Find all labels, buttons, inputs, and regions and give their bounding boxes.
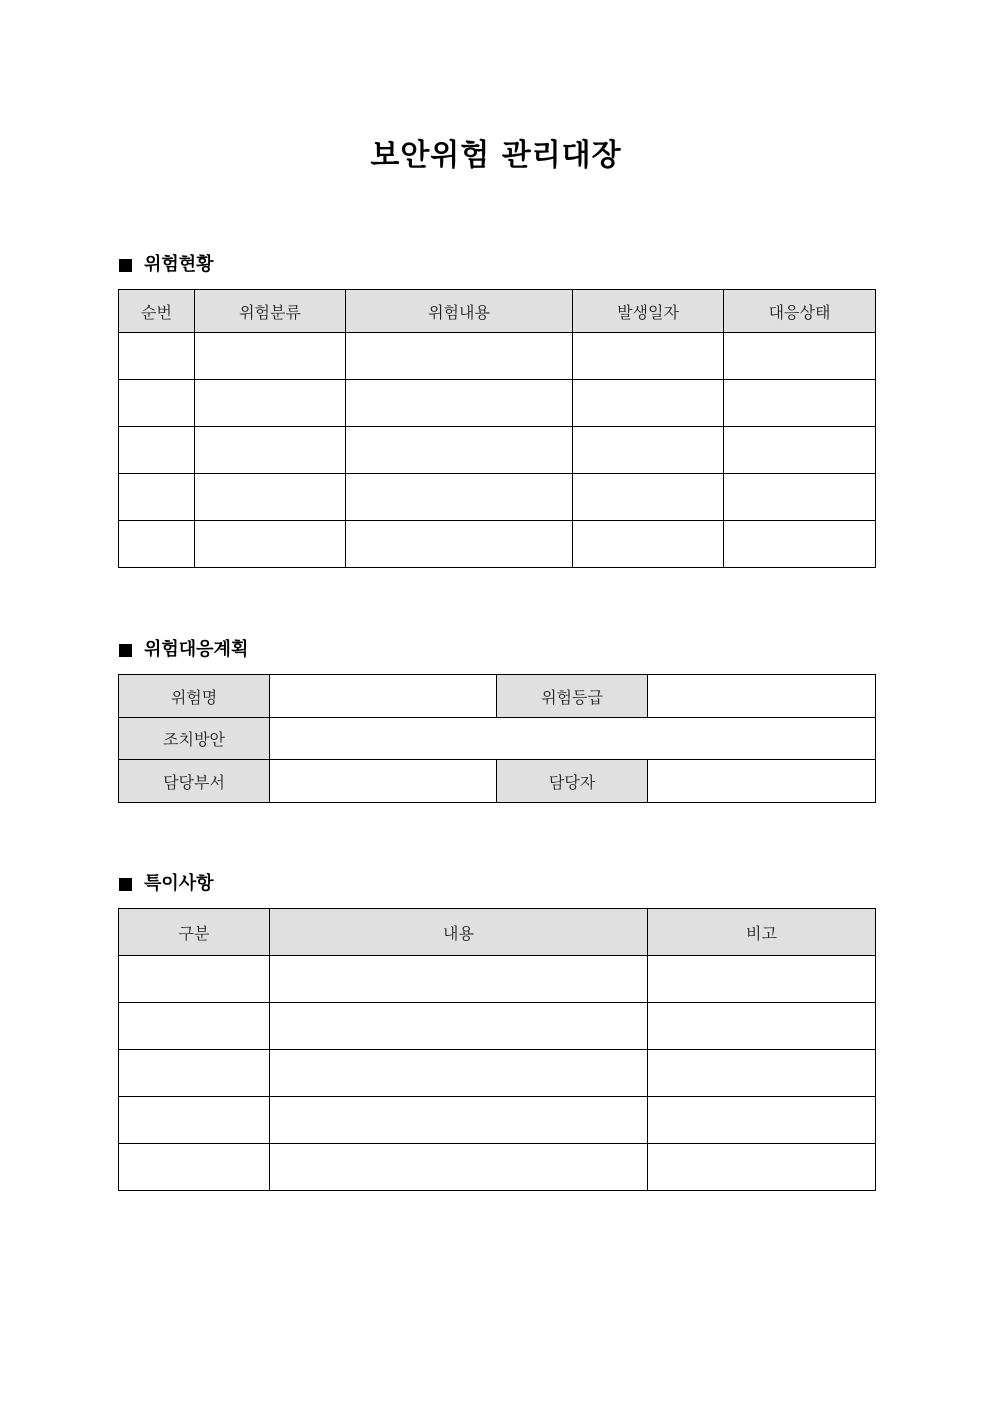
- document-title: 보안위험 관리대장: [370, 138, 622, 173]
- risk-name-value[interactable]: [270, 675, 497, 718]
- table-row: [119, 380, 876, 427]
- department-label: 담당부서: [119, 760, 270, 803]
- table-row: [119, 1050, 876, 1097]
- table-cell[interactable]: [724, 333, 876, 380]
- table-cell[interactable]: [573, 427, 724, 474]
- table-cell[interactable]: [346, 474, 573, 521]
- square-bullet-icon: [119, 259, 132, 272]
- table-cell[interactable]: [119, 1097, 270, 1144]
- special-notes-table: [118, 908, 876, 1191]
- risk-name-label: 위험명: [119, 675, 270, 718]
- risk-status-table: [118, 289, 876, 568]
- special-notes-header-row: [119, 909, 876, 956]
- table-cell[interactable]: [195, 380, 346, 427]
- column-header-response-status: 대응상태: [724, 290, 876, 333]
- table-cell[interactable]: [573, 380, 724, 427]
- table-cell[interactable]: [195, 474, 346, 521]
- action-plan-row: [119, 718, 876, 760]
- table-cell[interactable]: [195, 521, 346, 568]
- table-cell[interactable]: [346, 427, 573, 474]
- table-cell[interactable]: [119, 380, 195, 427]
- column-header-remarks: 비고: [648, 909, 876, 956]
- table-cell[interactable]: [195, 333, 346, 380]
- table-row: [119, 427, 876, 474]
- table-cell[interactable]: [346, 380, 573, 427]
- table-cell[interactable]: [270, 1144, 648, 1191]
- table-cell[interactable]: [119, 333, 195, 380]
- column-header-risk-content: 위험내용: [346, 290, 573, 333]
- table-cell[interactable]: [648, 1097, 876, 1144]
- risk-response-plan-heading: [119, 638, 248, 662]
- table-cell[interactable]: [648, 1050, 876, 1097]
- table-cell[interactable]: [724, 521, 876, 568]
- column-header-seq: 순번: [119, 290, 195, 333]
- risk-grade-label: 위험등급: [497, 675, 648, 718]
- table-cell[interactable]: [648, 1144, 876, 1191]
- person-in-charge-label: 담당자: [497, 760, 648, 803]
- table-row: [119, 956, 876, 1003]
- table-cell[interactable]: [346, 521, 573, 568]
- table-cell[interactable]: [648, 956, 876, 1003]
- risk-response-plan-table: [118, 674, 876, 803]
- table-cell[interactable]: [724, 380, 876, 427]
- person-in-charge-value[interactable]: [648, 760, 876, 803]
- column-header-occurrence-date: 발생일자: [573, 290, 724, 333]
- table-row: [119, 1003, 876, 1050]
- table-cell[interactable]: [270, 1050, 648, 1097]
- department-row: [119, 760, 876, 803]
- risk-grade-value[interactable]: [648, 675, 876, 718]
- square-bullet-icon: [119, 878, 132, 891]
- column-header-category: 구분: [119, 909, 270, 956]
- square-bullet-icon: [119, 644, 132, 657]
- table-cell[interactable]: [648, 1003, 876, 1050]
- table-cell[interactable]: [119, 474, 195, 521]
- table-cell[interactable]: [724, 427, 876, 474]
- table-cell[interactable]: [119, 427, 195, 474]
- table-row: [119, 1097, 876, 1144]
- department-value[interactable]: [270, 760, 497, 803]
- table-cell[interactable]: [573, 521, 724, 568]
- column-header-content: 내용: [270, 909, 648, 956]
- table-cell[interactable]: [119, 521, 195, 568]
- table-row: [119, 474, 876, 521]
- special-notes-heading-text: 특이사항: [144, 873, 214, 894]
- risk-status-header-row: [119, 290, 876, 333]
- table-row: [119, 1144, 876, 1191]
- table-cell[interactable]: [270, 1003, 648, 1050]
- table-cell[interactable]: [195, 427, 346, 474]
- table-cell[interactable]: [119, 1144, 270, 1191]
- special-notes-heading: [119, 872, 214, 896]
- table-cell[interactable]: [270, 1097, 648, 1144]
- action-plan-value[interactable]: [270, 718, 876, 760]
- table-cell[interactable]: [724, 474, 876, 521]
- table-cell[interactable]: [573, 333, 724, 380]
- risk-status-heading: [119, 253, 214, 277]
- table-cell[interactable]: [119, 1050, 270, 1097]
- risk-name-row: [119, 675, 876, 718]
- risk-status-heading-text: 위험현황: [144, 254, 214, 275]
- table-cell[interactable]: [119, 956, 270, 1003]
- table-cell[interactable]: [346, 333, 573, 380]
- column-header-risk-category: 위험분류: [195, 290, 346, 333]
- table-row: [119, 521, 876, 568]
- table-row: [119, 333, 876, 380]
- action-plan-label: 조치방안: [119, 718, 270, 760]
- table-cell[interactable]: [270, 956, 648, 1003]
- risk-response-plan-heading-text: 위험대응계획: [144, 639, 249, 660]
- table-cell[interactable]: [573, 474, 724, 521]
- table-cell[interactable]: [119, 1003, 270, 1050]
